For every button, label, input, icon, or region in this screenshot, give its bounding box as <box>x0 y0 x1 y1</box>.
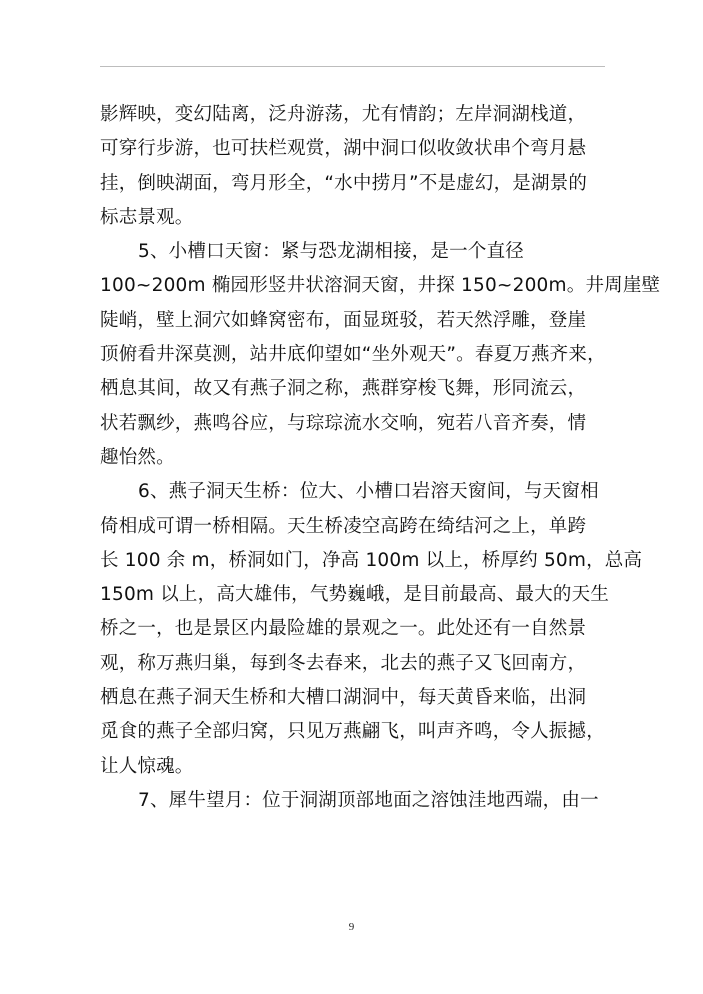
text-line: 栖息其间，故又有燕子洞之称，燕群穿梭飞舞，形同流云， <box>100 378 587 400</box>
text-line: 桥之一，也是景区内最险雄的景观之一。此处还有一自然景 <box>100 618 587 640</box>
page-number: 9 <box>348 921 355 933</box>
text-line: 顶俯看井深莫测，站井底仰望如“坐外观天”。春夏万燕齐来， <box>100 344 606 366</box>
text-line: 长 100 余 m，桥洞如门，净高 100m 以上，桥厚约 50m，总高 <box>100 549 643 571</box>
text-line: 影辉映，变幻陆离，泛舟游荡，尤有情韵；左岸洞湖栈道， <box>100 104 587 125</box>
text-line: 让人惊魂。 <box>100 755 194 777</box>
text-line: 观，称万燕归巢，每到冬去春来，北去的燕子又飞回南方， <box>100 652 587 674</box>
text-line: 可穿行步游，也可扶栏观赏，湖中洞口似收敛状串个弯月悬 <box>100 138 587 160</box>
document-body <box>100 98 661 818</box>
text-line: 陡峭，壁上洞穴如蜂窝密布，面显斑驳，若天然浮雕，登崖 <box>100 309 587 331</box>
text-line: 趣怡然。 <box>100 446 175 468</box>
text-line: 100~200m 椭园形竖井状溶洞天窗，井探 150~200m。井周崖壁 <box>100 275 661 297</box>
header-rule <box>100 66 605 67</box>
section-heading-line: 7、犀牛望月：位于洞湖顶部地面之溶蚀洼地西端，由一 <box>138 789 599 811</box>
text-line: 栖息在燕子洞天生桥和大槽口湖洞中，每天黄昏来临，出洞 <box>100 687 587 709</box>
text-line: 觅食的燕子全部归窝，只见万燕翩飞，叫声齐鸣，令人振撼， <box>100 721 605 743</box>
text-line: 倚相成可谓一桥相隔。天生桥凌空高跨在绮结河之上，单跨 <box>100 515 587 537</box>
text-line: 挂，倒映湖面，弯月形全，“水中捞月”不是虚幻，是湖景的 <box>100 172 588 194</box>
text-line: 状若飘纱，燕鸣谷应，与琮琮流水交响，宛若八音齐奏，情 <box>100 412 587 434</box>
section-heading-line: 6、燕子洞天生桥：位大、小槽口岩溶天窗间，与天窗相 <box>138 481 599 503</box>
text-line: 150m 以上，高大雄伟，气势巍峨，是目前最高、最大的天生 <box>100 584 610 606</box>
section-heading-line: 5、小槽口天窗：紧与恐龙湖相接，是一个直径 <box>138 241 524 263</box>
text-line: 标志景观。 <box>100 206 194 228</box>
